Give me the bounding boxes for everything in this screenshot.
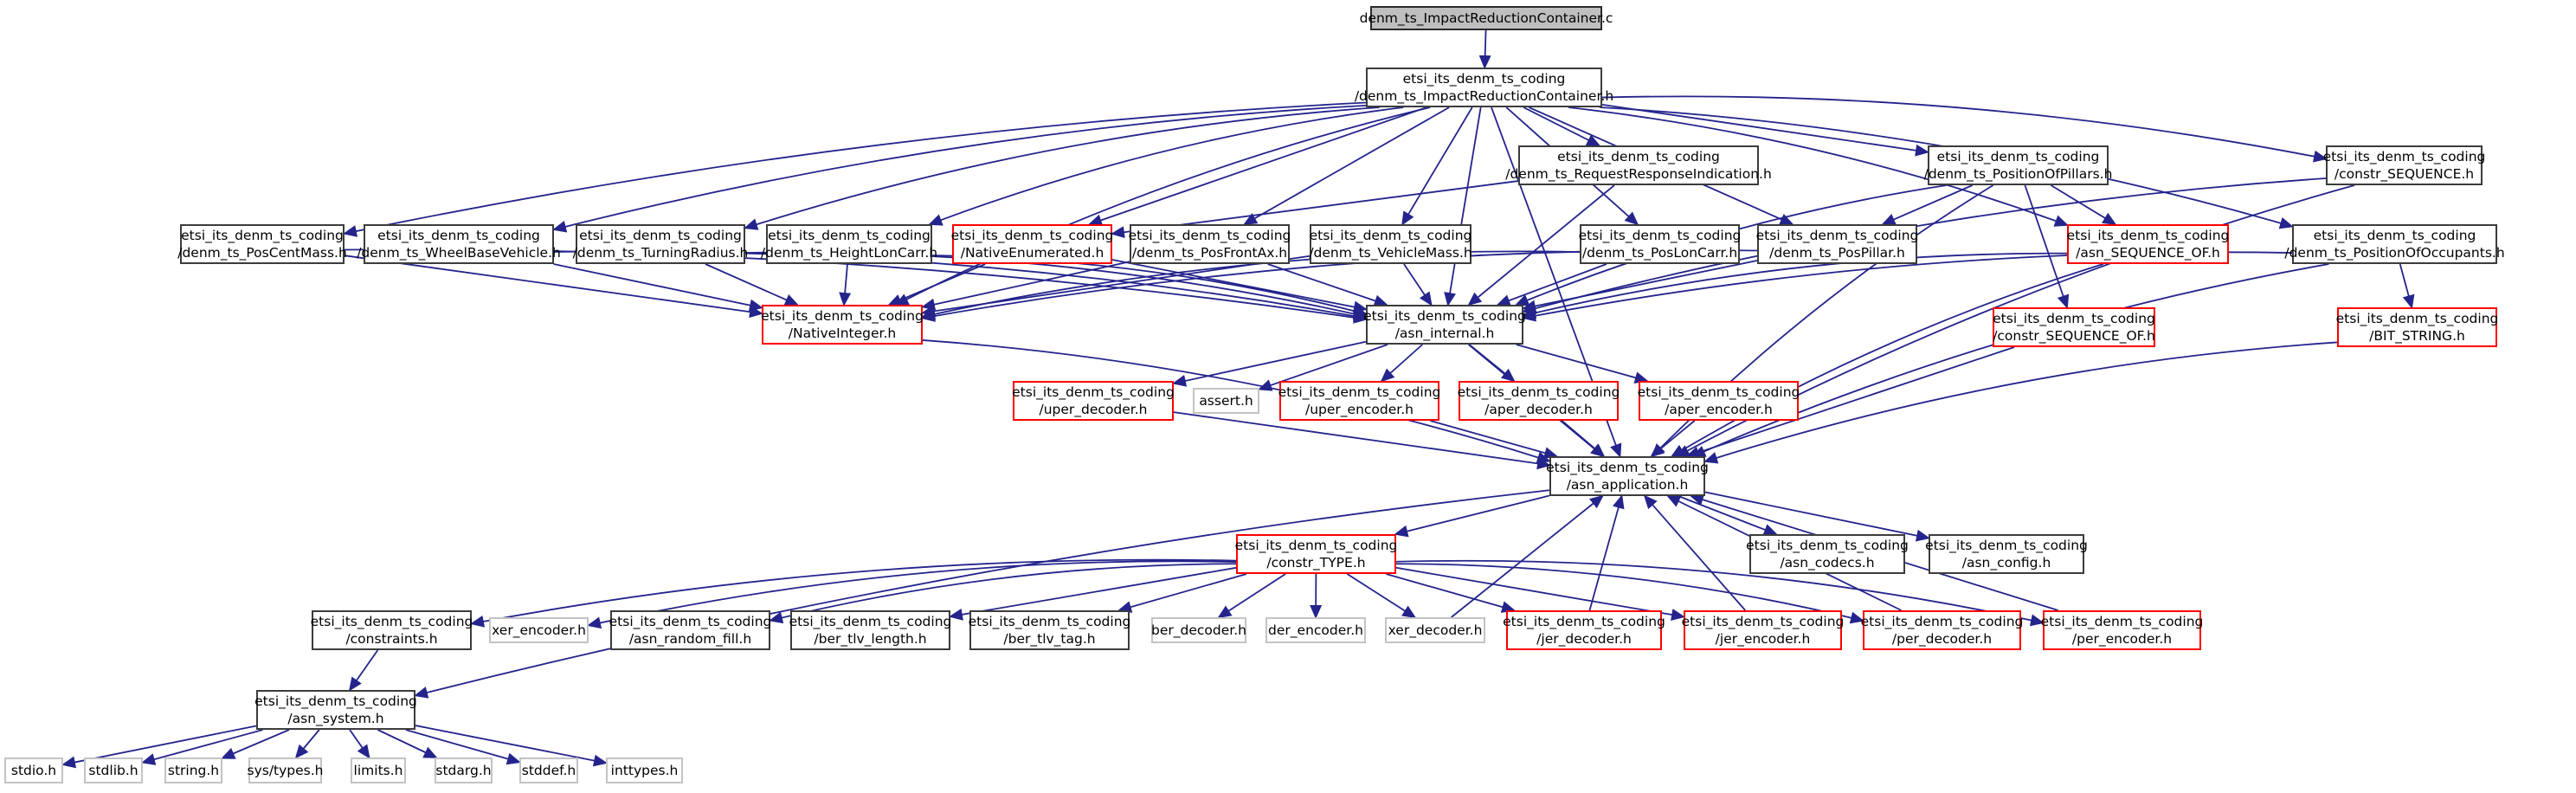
graph-node-label: /per_decoder.h xyxy=(1891,631,1993,647)
graph-node-label: string.h xyxy=(167,763,220,778)
graph-node-stdarg xyxy=(435,758,493,783)
graph-node-label: /denm_ts_PosCentMass.h xyxy=(177,245,347,261)
graph-node-label: etsi_its_denm_ts_coding xyxy=(1755,228,1919,243)
graph-node-label: etsi_its_denm_ts_coding xyxy=(789,614,952,629)
graph-node-asn-config[interactable] xyxy=(1925,534,2088,574)
graph-node-uper-dec[interactable] xyxy=(1013,381,1174,421)
graph-node-constr-seq-of[interactable] xyxy=(1993,307,2155,347)
graph-node-ber-tlv-length[interactable] xyxy=(790,610,950,650)
include-edge-constr-type-to-jer-decoder xyxy=(1386,574,1514,610)
graph-node-label: denm_ts_ImpactReductionContainer.c xyxy=(1359,10,1613,26)
graph-node-stddef xyxy=(519,758,578,783)
graph-node-label: /denm_ts_RequestResponseIndication.h xyxy=(1505,166,1772,182)
include-edge-asn-app-to-asn-system xyxy=(415,490,1549,695)
graph-node-constr-seq[interactable] xyxy=(2322,145,2486,185)
graph-node-pos-pillar[interactable] xyxy=(1757,224,1917,264)
include-edge-constr-type-to-ber-decoder xyxy=(1219,574,1285,617)
graph-node-label: etsi_its_denm_ts_coding xyxy=(181,228,344,243)
graph-node-label: /denm_ts_VehicleMass.h xyxy=(1309,245,1472,261)
include-edge-jer-decoder-to-asn-app xyxy=(1589,496,1621,610)
graph-node-constraints[interactable] xyxy=(312,610,472,650)
graph-node-label: stdio.h xyxy=(10,763,57,778)
graph-node-aper-enc[interactable] xyxy=(1639,381,1799,421)
include-edge-impact-h-to-pos-front-ax xyxy=(1245,107,1449,224)
graph-node-ber-decoder xyxy=(1151,617,1246,643)
graph-node-vehicle-mass[interactable] xyxy=(1310,224,1472,264)
graph-node-label: /denm_ts_TurningRadius.h xyxy=(572,245,749,261)
graph-node-label: etsi_its_denm_ts_coding xyxy=(1234,538,1398,553)
include-edge-pos-front-ax-to-asn-internal xyxy=(1268,264,1387,305)
graph-node-uper-enc[interactable] xyxy=(1279,381,1439,421)
graph-node-label: /aper_decoder.h xyxy=(1484,402,1593,417)
include-edge-constraints-to-asn-system xyxy=(350,650,377,690)
graph-node-sys-types xyxy=(248,758,322,783)
include-edge-constr-type-to-ber-tlv-tag xyxy=(1119,574,1246,610)
graph-node-asn-internal[interactable] xyxy=(1363,305,1526,345)
graph-node-label: /jer_decoder.h xyxy=(1536,631,1632,647)
graph-node-label: etsi_its_denm_ts_coding xyxy=(1925,538,2088,553)
graph-node-label: /ber_tlv_tag.h xyxy=(1003,631,1096,647)
graph-node-label: /jer_encoder.h xyxy=(1715,631,1811,647)
graph-node-pos-occupants[interactable] xyxy=(2284,224,2505,264)
graph-node-label: etsi_its_denm_ts_coding xyxy=(1681,614,1845,629)
graph-node-pos-front-ax[interactable] xyxy=(1130,224,1290,264)
include-edge-pos-occupants-to-bit-string xyxy=(2400,264,2412,307)
graph-node-c-file[interactable] xyxy=(1359,6,1613,30)
graph-node-label: etsi_its_denm_ts_coding xyxy=(1860,614,2024,629)
graph-node-constr-type[interactable] xyxy=(1236,534,1396,574)
graph-node-label: /uper_encoder.h xyxy=(1305,402,1414,417)
include-edge-pos-cent-mass-to-native-int xyxy=(345,255,762,313)
graph-node-label: stdarg.h xyxy=(435,763,492,778)
graph-node-jer-decoder[interactable] xyxy=(1503,610,1665,650)
graph-node-label: etsi_its_denm_ts_coding xyxy=(1503,614,1665,629)
include-edge-impact-h-to-asn-internal xyxy=(1448,107,1481,305)
graph-node-inttypes xyxy=(606,758,683,783)
graph-node-label: /asn_application.h xyxy=(1566,477,1689,493)
graph-node-label: inttypes.h xyxy=(610,763,679,778)
graph-node-label: etsi_its_denm_ts_coding xyxy=(1457,384,1620,400)
graph-node-label: etsi_its_denm_ts_coding xyxy=(2313,228,2476,243)
include-edge-c-file-to-impact-h xyxy=(1484,30,1485,68)
include-edge-impact-h-to-height-lon-carr xyxy=(930,107,1403,224)
include-edge-pos-occupants-to-asn-app xyxy=(1693,264,2328,456)
graph-node-label: etsi_its_denm_ts_coding xyxy=(2040,614,2204,629)
graph-node-limits xyxy=(351,758,406,783)
graph-node-impact-h[interactable] xyxy=(1354,68,1614,107)
graph-node-native-int[interactable] xyxy=(762,305,923,345)
include-edge-pos-pillars-to-constr-seq-of xyxy=(2025,185,2067,307)
graph-node-label: /constr_SEQUENCE.h xyxy=(2334,166,2475,182)
graph-node-req-resp[interactable] xyxy=(1505,145,1772,185)
graph-node-label: /constr_TYPE.h xyxy=(1266,555,1366,571)
include-edge-height-lon-carr-to-native-int xyxy=(844,264,847,305)
graph-node-label: /BIT_STRING.h xyxy=(2369,328,2465,344)
graph-node-assert xyxy=(1193,388,1259,414)
include-edge-bit-string-to-asn-app xyxy=(1705,342,2337,461)
graph-node-label: /asn_codecs.h xyxy=(1780,555,1875,571)
graph-node-pos-pillars[interactable] xyxy=(1923,145,2113,185)
include-edge-constr-type-to-xer-decoder xyxy=(1347,574,1414,617)
graph-node-turning-radius[interactable] xyxy=(572,224,749,264)
graph-node-label: sys/types.h xyxy=(247,763,324,778)
graph-node-label: ber_decoder.h xyxy=(1151,622,1246,638)
graph-node-per-encoder[interactable] xyxy=(2040,610,2204,650)
include-edge-impact-h-to-wheel-base xyxy=(554,106,1366,229)
graph-node-stdlib xyxy=(84,758,143,783)
graph-node-label: xer_decoder.h xyxy=(1388,622,1483,638)
graph-node-label: der_encoder.h xyxy=(1268,622,1363,638)
graph-node-label: /per_encoder.h xyxy=(2071,631,2173,647)
graph-node-label: etsi_its_denm_ts_coding xyxy=(609,614,772,629)
graph-node-label: /asn_system.h xyxy=(287,711,384,726)
graph-node-label: etsi_its_denm_ts_coding xyxy=(254,693,417,709)
graph-node-der-encoder xyxy=(1265,617,1366,643)
graph-node-label: /NativeInteger.h xyxy=(788,326,897,341)
include-edge-impact-h-to-vehicle-mass xyxy=(1402,107,1472,224)
include-edge-aper-dec-to-asn-app xyxy=(1562,421,1604,456)
include-edge-asn-seq-of-to-asn-app xyxy=(1672,264,2103,456)
graph-node-label: stdlib.h xyxy=(88,763,138,778)
graph-node-pos-cent-mass[interactable] xyxy=(177,224,347,264)
graph-node-string xyxy=(164,758,222,783)
include-edge-asn-app-to-constr-type xyxy=(1395,496,1549,534)
include-edge-vehicle-mass-to-asn-internal xyxy=(1404,264,1432,305)
graph-node-label: etsi_its_denm_ts_coding xyxy=(579,228,742,243)
graph-node-label: etsi_its_denm_ts_coding xyxy=(1993,311,2155,326)
include-edge-asn-system-to-sys-types xyxy=(296,730,319,758)
graph-node-label: etsi_its_denm_ts_coding xyxy=(1557,149,1720,164)
graph-node-label: xer_encoder.h xyxy=(492,622,586,638)
graph-node-label: etsi_its_denm_ts_coding xyxy=(1936,149,2100,164)
graph-node-label: etsi_its_denm_ts_coding xyxy=(2322,149,2486,164)
graph-node-label: /aper_encoder.h xyxy=(1665,402,1773,417)
include-edge-impact-h-to-req-resp xyxy=(1523,107,1599,145)
include-edge-asn-app-to-asn-codecs xyxy=(1678,496,1776,534)
graph-node-label: etsi_its_denm_ts_coding xyxy=(2066,228,2230,243)
graph-node-label: /constr_SEQUENCE_OF.h xyxy=(1993,328,2155,344)
graph-node-native-enum[interactable] xyxy=(952,224,1112,264)
graph-node-label: etsi_its_denm_ts_coding xyxy=(1546,460,1709,475)
graph-node-label: etsi_its_denm_ts_coding xyxy=(1402,71,1566,87)
graph-node-label: /uper_decoder.h xyxy=(1039,402,1148,417)
include-edge-pos-pillar-to-asn-internal xyxy=(1523,261,1757,308)
graph-node-label: /denm_ts_PosFrontAx.h xyxy=(1131,245,1288,261)
graph-node-label: /ber_tlv_length.h xyxy=(814,631,927,647)
graph-node-asn-random-fill[interactable] xyxy=(610,610,770,650)
graph-node-label: etsi_its_denm_ts_coding xyxy=(310,614,473,629)
graph-node-ber-tlv-tag[interactable] xyxy=(969,610,1130,650)
include-edge-impact-h-to-native-enum xyxy=(1090,107,1426,224)
graph-node-label: etsi_its_denm_ts_coding xyxy=(950,228,1114,243)
graph-node-label: etsi_its_denm_ts_coding xyxy=(1278,384,1441,400)
include-edge-impact-h-to-pos-cent-mass xyxy=(345,103,1366,234)
graph-node-xer-encoder xyxy=(489,617,589,643)
graph-node-label: /denm_ts_WheelBaseVehicle.h xyxy=(357,245,561,261)
graph-node-stdio xyxy=(4,758,63,783)
graph-node-label: /denm_ts_PositionOfOccupants.h xyxy=(2284,245,2505,261)
include-edge-constr-type-to-jer-encoder xyxy=(1396,568,1684,617)
include-edge-asn-internal-to-uper-enc xyxy=(1381,345,1422,381)
include-edge-asn-system-to-limits xyxy=(350,730,369,758)
graph-node-asn-seq-of[interactable] xyxy=(2067,224,2229,264)
graph-node-per-decoder[interactable] xyxy=(1860,610,2024,650)
graph-node-label: /denm_ts_HeightLonCarr.h xyxy=(760,245,938,261)
include-edge-constr-type-to-ber-tlv-length xyxy=(950,568,1236,616)
graph-node-height-lon-carr[interactable] xyxy=(760,224,938,264)
graph-node-label: etsi_its_denm_ts_coding xyxy=(377,228,540,243)
graph-node-label: limits.h xyxy=(353,763,403,778)
graph-node-xer-decoder xyxy=(1385,617,1485,643)
graph-node-label: /denm_ts_PositionOfPillars.h xyxy=(1923,166,2113,182)
graph-node-label: etsi_its_denm_ts_coding xyxy=(968,614,1131,629)
graph-node-label: /asn_config.h xyxy=(1961,555,2051,571)
include-edge-wheel-base-to-native-int xyxy=(554,264,762,307)
graph-node-label: etsi_its_denm_ts_coding xyxy=(1637,384,1800,400)
graph-node-label: /denm_ts_PosLonCarr.h xyxy=(1581,245,1738,261)
graph-node-label: /constraints.h xyxy=(345,631,438,647)
graph-node-label: etsi_its_denm_ts_coding xyxy=(1578,228,1742,243)
graph-node-label: assert.h xyxy=(1199,393,1253,409)
graph-node-label: etsi_its_denm_ts_coding xyxy=(1746,538,1909,553)
include-edge-jer-encoder-to-asn-app xyxy=(1645,496,1745,610)
graph-node-label: etsi_its_denm_ts_coding xyxy=(768,228,931,243)
graph-node-jer-encoder[interactable] xyxy=(1681,610,1845,650)
graph-node-label: /NativeEnumerated.h xyxy=(960,245,1104,261)
graph-node-label: /denm_ts_PosPillar.h xyxy=(1769,245,1905,261)
graph-node-label: etsi_its_denm_ts_coding xyxy=(761,308,924,324)
graph-node-label: etsi_its_denm_ts_coding xyxy=(1012,384,1175,400)
graph-node-wheel-base[interactable] xyxy=(357,224,561,264)
include-edge-pos-pillars-to-pos-pillar xyxy=(1883,185,1972,224)
graph-node-label: etsi_its_denm_ts_coding xyxy=(1128,228,1291,243)
graph-node-asn-system[interactable] xyxy=(256,690,415,730)
graph-node-bit-string[interactable] xyxy=(2337,307,2497,347)
graph-node-aper-dec[interactable] xyxy=(1459,381,1619,421)
graph-node-label: /asn_SEQUENCE_OF.h xyxy=(2076,245,2220,261)
graph-node-label: /asn_random_fill.h xyxy=(628,631,752,647)
graph-node-label: etsi_its_denm_ts_coding xyxy=(1363,308,1526,324)
graph-node-pos-lon-carr[interactable] xyxy=(1580,224,1740,264)
graph-node-asn-app[interactable] xyxy=(1546,456,1709,496)
graph-node-label: etsi_its_denm_ts_coding xyxy=(2335,311,2499,326)
include-edge-asn-system-to-stdarg xyxy=(377,730,435,758)
include-edge-asn-system-to-string xyxy=(222,730,289,758)
graph-node-label: stddef.h xyxy=(521,763,576,778)
graph-node-label: /denm_ts_ImpactReductionContainer.h xyxy=(1354,88,1614,104)
graph-node-label: /asn_internal.h xyxy=(1394,326,1495,341)
graph-node-label: etsi_its_denm_ts_coding xyxy=(1309,228,1472,243)
graph-node-asn-codecs[interactable] xyxy=(1746,534,1909,574)
